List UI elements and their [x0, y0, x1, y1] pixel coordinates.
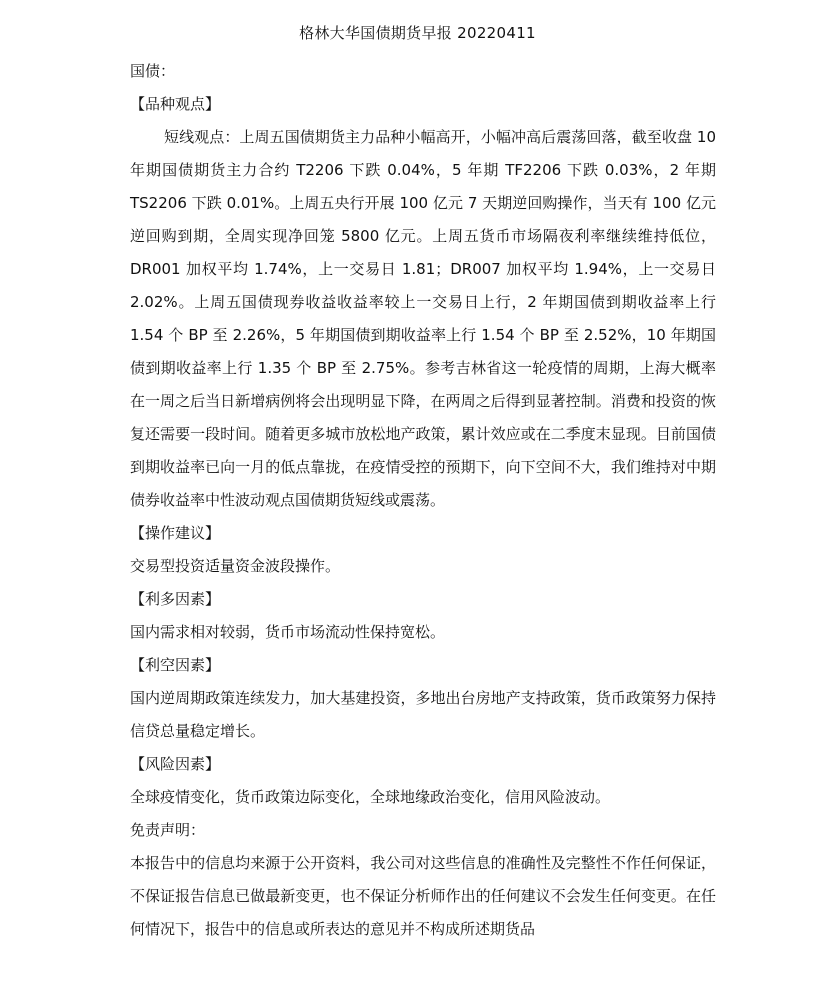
document-content — [130, 55, 716, 946]
operation-heading: 【操作建议】 — [130, 524, 221, 542]
disclaimer-body: 本报告中的信息均来源于公开资料，我公司对这些信息的准确性及完整性不作任何保证，不保证报告信息已做最新变更，也不保证分析师作出的任何建议不会发生任何变更。在任何情况下，报告中的信息或所表达的意见并不构成所述期货品 — [130, 854, 716, 938]
operation-body: 交易型投资适量资金波段操作。 — [130, 557, 341, 575]
risk-heading: 【风险因素】 — [130, 755, 221, 773]
bearish-heading: 【利空因素】 — [130, 656, 221, 674]
bullish-heading: 【利多因素】 — [130, 590, 221, 608]
variety-view-body: 短线观点：上周五国债期货主力品种小幅高开，小幅冲高后震荡回落，截至收盘 10 年期国债期货主力合约 T2206 下跌 0.04%，5 年期 TF2206 下跌 0.03%，2 年期 TS2206 下跌 0.01%。上周五央行开展 100 亿元 7 天期逆回购操作，当天有 100 亿元逆回购到期，全周实现净回笼 5800 亿元。上周五货币市场隔夜利率继续维持低位，DR001 加权平均 1.74%，上一交易日 1.81；DR007 加权平均 1.94%，上一交易日 2.02%。上周五国债现券收益收益率较上一交易日上行，2 年期国债到期收益率上行 1.54 个 BP 至 2.26%，5 年期国债到期收益率上行 1.54 个 BP 至 2.52%，10 年期国债到期收益率上行 1.35 个 BP 至 2.75%。参考吉林省这一轮疫情的周期，上海大概率在一周之后当日新增病例将会出现明显下降，在两周之后得到显著控制。消费和投资的恢复还需要一段时间。随着更多城市放松地产政策，累计效应或在二季度末显现。目前国债到期收益率已向一月的低点靠拢，在疫情受控的预期下，向下空间不大，我们维持对中期债券收益率中性波动观点国债期货短线或震荡。 — [130, 128, 716, 509]
risk-body: 全球疫情变化，货币政策边际变化，全球地缘政治变化，信用风险波动。 — [130, 788, 611, 806]
document-title: 格林大华国债期货早报 20220411 — [299, 24, 536, 42]
category-label: 国债： — [130, 62, 176, 80]
bullish-body: 国内需求相对较弱，货币市场流动性保持宽松。 — [130, 623, 446, 641]
variety-view-heading: 【品种观点】 — [130, 95, 221, 113]
disclaimer-heading: 免责声明： — [130, 821, 206, 839]
bearish-body: 国内逆周期政策连续发力，加大基建投资，多地出台房地产支持政策，货币政策努力保持信贷总量稳定增长。 — [130, 689, 716, 740]
